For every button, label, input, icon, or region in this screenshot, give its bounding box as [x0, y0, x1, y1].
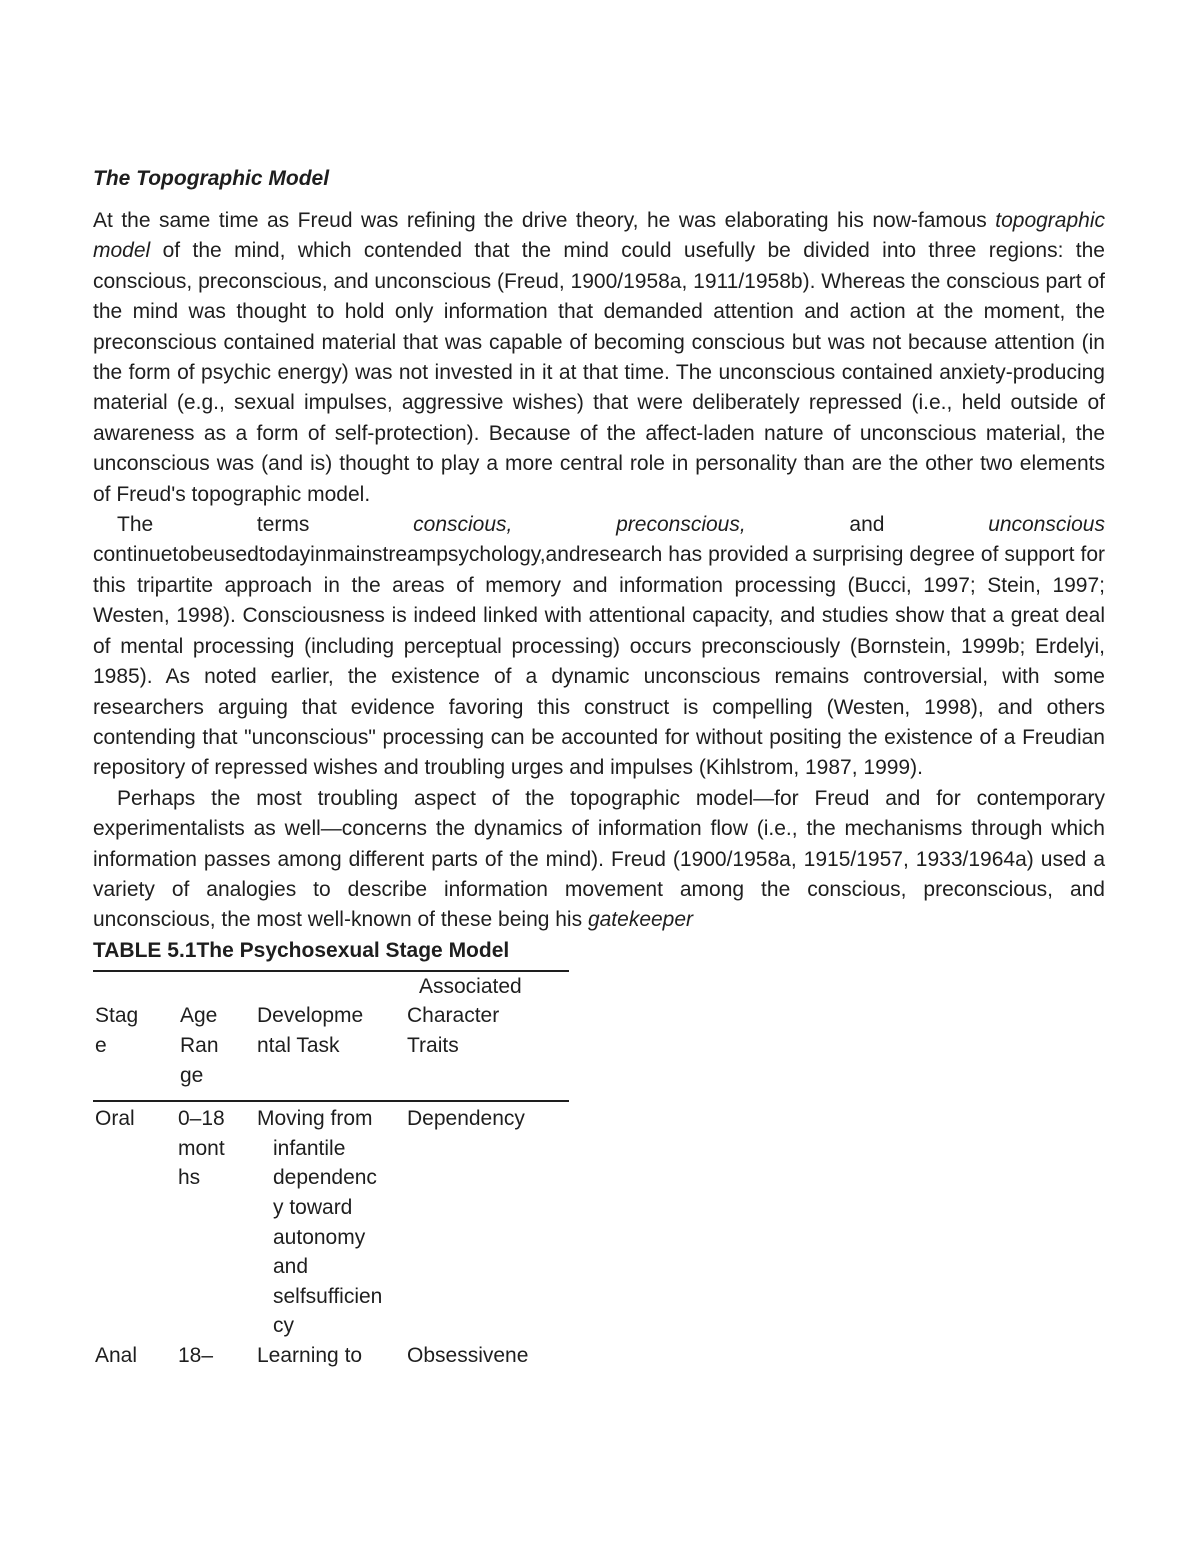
psychosexual-stage-table: [93, 970, 569, 1371]
cell-text: autonomy: [273, 1225, 366, 1249]
spacer: [257, 1061, 363, 1091]
header-text: Traits: [407, 1033, 459, 1057]
header-associated-traits: [407, 972, 565, 1090]
cell-text: hs: [178, 1166, 201, 1190]
cell-age: [178, 1341, 257, 1371]
word: The: [117, 513, 154, 537]
paragraph-text: At the same time as Freud was refining the drive theory, he was elaborating his now-famous: [93, 209, 996, 232]
header-stage: [93, 972, 178, 1090]
italic-term: preconscious,: [616, 513, 746, 537]
header-age-range: [178, 972, 257, 1090]
paragraph-topographic-intro: [93, 206, 1105, 510]
header-text: Age: [180, 1004, 218, 1028]
word: and: [849, 513, 885, 537]
italic-term: gatekeeper: [587, 908, 694, 932]
header-text: Character: [407, 1004, 500, 1028]
header-text: e: [95, 1033, 107, 1057]
table-row: [93, 1341, 569, 1371]
paragraph-information-flow: [93, 784, 1105, 936]
cell-text: 18–: [178, 1343, 214, 1367]
cell-text: Learning to: [257, 1343, 363, 1367]
cell-text: 0–18: [178, 1107, 225, 1131]
italic-term: topographic model: [93, 209, 1105, 263]
section-heading: The Topographic Model: [93, 167, 330, 190]
cell-text: mont: [178, 1136, 225, 1160]
cell-text: Moving from: [257, 1107, 373, 1131]
italic-term: conscious,: [413, 513, 513, 537]
spacer: [407, 1061, 522, 1091]
cell-text: and: [273, 1255, 309, 1279]
italic-term: unconscious: [988, 513, 1105, 537]
header-text: Developme: [257, 1004, 364, 1028]
cell-task: [257, 1104, 407, 1341]
cell-text: dependenc: [273, 1166, 377, 1190]
word: terms: [256, 513, 310, 537]
document-page: [93, 164, 1105, 1370]
paragraph-text: Perhaps the most troubling aspect of the topographic model—for Freud and for contemporary experimentalists as well—concerns the dynamics of information flow (i.e., the mechanisms through which information passes among different parts of the mind). Freud (1900/1958a, 1915/1957, 1933/1964a) used a variety of analogies to describe information movement among the conscious, preconscious, and unconscious, the most well-known of these being his: [93, 786, 1105, 932]
cell-task: [257, 1341, 407, 1371]
header-text: Ran: [180, 1033, 219, 1057]
paragraph-terms-body: continuetobeusedtodayinmainstreampsychology,andresearch has provided a surprising degree of support for this tripartite approach in the areas of memory and information processing (Bucci, 1997; Stein, 1997; Westen, 1998). Consciousness is indeed linked with attentional capacity, and studies show that a great deal of mental processing (including perceptual processing) occurs preconsciously (Bornstein, 1999b; Erdelyi, 1985). As noted earlier, the existence of a dynamic unconscious remains controversial, with some researchers arguing that evidence favoring this construct is compelling (Westen, 1998), and others contending that "unconscious" processing can be accounted for without positing the existence of a Freudian repository of repressed wishes and troubling urges and impulses (Kihlstrom, 1987, 1999).: [93, 543, 1105, 780]
cell-stage: Oral: [95, 1107, 135, 1131]
cell-text: y toward: [273, 1195, 353, 1219]
header-text: ge: [180, 1063, 204, 1087]
header-developmental-task: [257, 972, 407, 1090]
cell-age: [178, 1104, 257, 1341]
terms-line: [93, 510, 1105, 540]
cell-text: infantile: [273, 1136, 346, 1160]
cell-stage: Anal: [95, 1343, 138, 1367]
spacer: [95, 1061, 138, 1091]
cell-text: cy: [273, 1314, 294, 1338]
header-text: Stag: [95, 1004, 139, 1028]
header-text: Associated: [419, 974, 522, 998]
cell-traits: Dependency: [407, 1107, 525, 1131]
table-header-row: [93, 972, 569, 1100]
cell-text: selfsufficien: [273, 1284, 383, 1308]
paragraph-text: of the mind, which contended that the mind could usefully be divided into three regions: the conscious, preconscious, and unconscious (Freud, 1900/1958a, 1911/1958b). Whereas the conscious part of the mind was thought to hold only information that demanded attention and action at the moment, the preconscious contained material that was capable of becoming conscious but was not because attention (in the form of psychic energy) was not invested in it at that time. The unconscious contained anxiety-producing material (e.g., sexual impulses, aggressive wishes) that were deliberately repressed (i.e., held outside of awareness as a form of self-protection). Because of the affect-laden nature of unconscious material, the unconscious was (and is) thought to play a more central role in personality than are the other two elements of Freud's topographic model.: [93, 239, 1105, 506]
header-text: ntal Task: [257, 1033, 340, 1057]
table-row: [93, 1102, 569, 1341]
cell-traits: Obsessivene: [407, 1343, 529, 1367]
table-title: TABLE 5.1The Psychosexual Stage Model: [93, 938, 510, 962]
